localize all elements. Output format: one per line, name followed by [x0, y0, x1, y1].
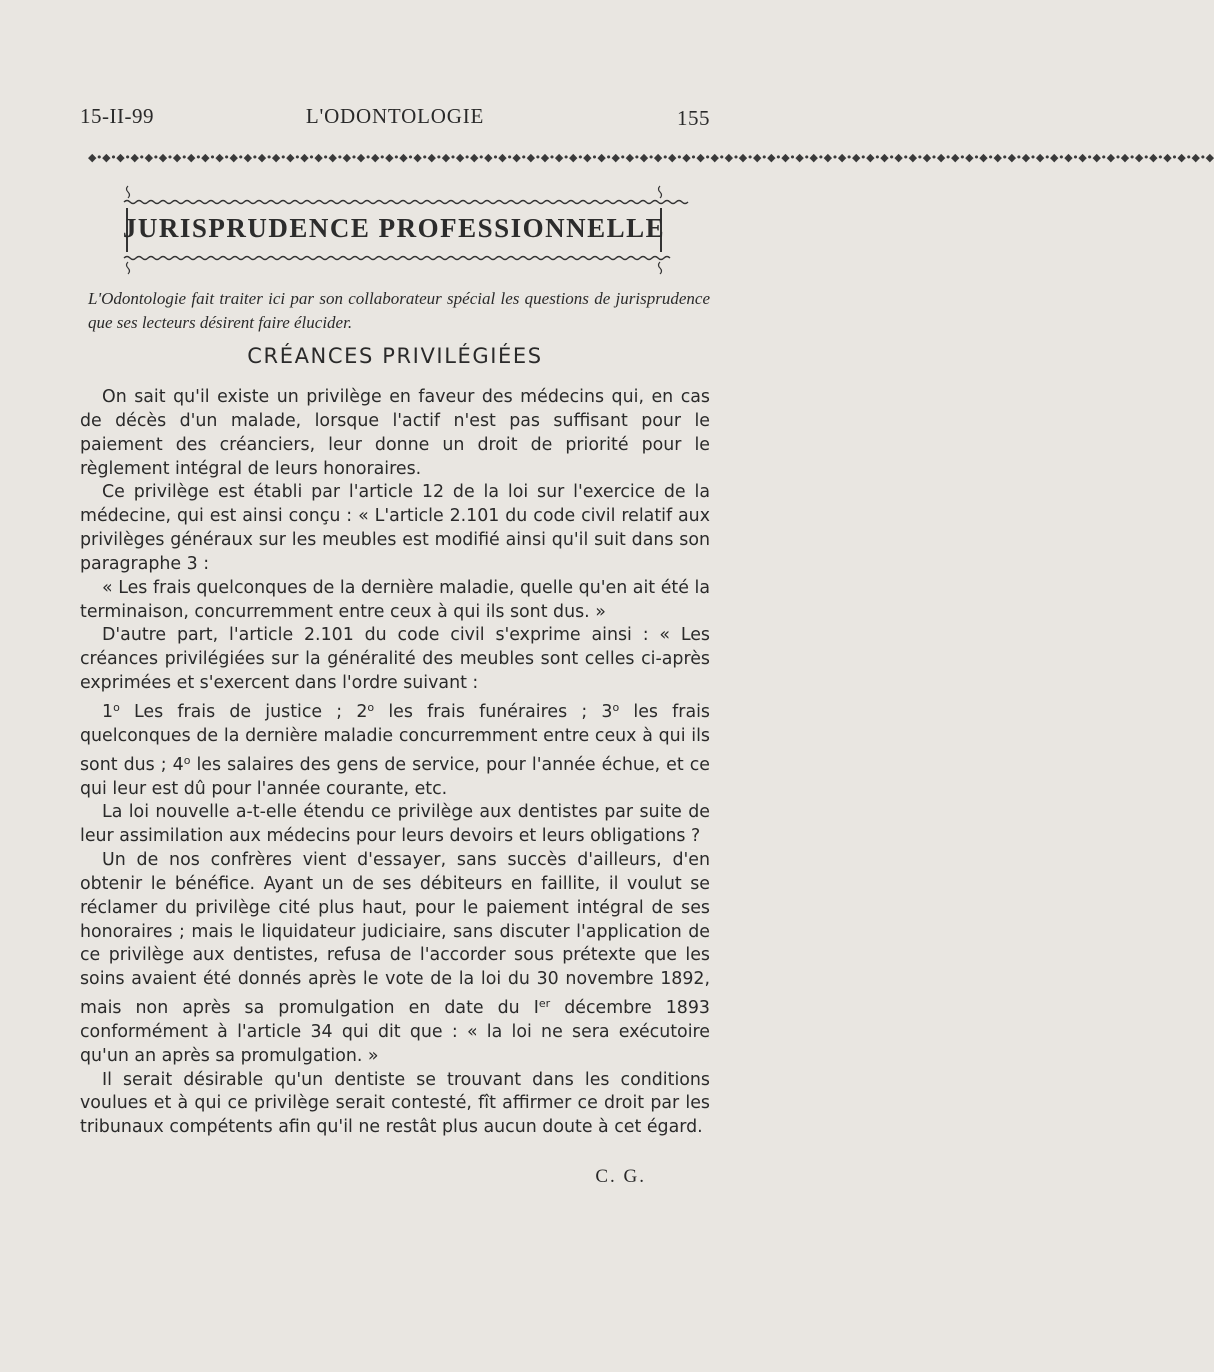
section-title: CRÉANCES PRIVILÉGIÉES [247, 344, 543, 368]
running-header [80, 104, 710, 134]
banner-bottom-wavy-rule [124, 257, 670, 260]
paragraph-6: La loi nouvelle a-t-elle étendu ce privilège aux dentistes par suite de leur assimilation aux médecins pour leurs devoirs et leurs obligations ? [80, 802, 710, 847]
paragraph-5: 1$^o$ Les frais de justice ; 2$^o$ les frais funéraires ; 3$^o$ les frais quelconques de la dernière maladie concurremment entre ceux à qui ils sont dus ; 4$^o$ les salaires des gens de service, pour l'année échue, et ce qui leur est dû pour l'année courante, etc. [80, 700, 710, 799]
ornamental-border [88, 150, 1214, 166]
banner-title: JURISPRUDENCE PROFESSIONNELLE [122, 213, 666, 243]
ornament-glyphs: ◆•◆•◆•◆•◆•◆•◆•◆•◆•◆•◆•◆•◆•◆•◆•◆•◆•◆•◆•◆•◆•◆•◆•◆•◆•◆•◆•◆•◆•◆•◆•◆•◆•◆•◆•◆•◆•◆•◆•◆•◆•◆•◆•◆•◆•◆•◆•◆•◆•◆•◆•◆•◆•◆•◆•◆•◆•◆•◆•◆•◆•◆•◆•◆•◆•◆•◆•◆•◆•◆•◆•◆•◆•◆•◆•◆•◆•◆•◆•◆ [88, 151, 1214, 164]
banner-right-bottom-flourish [659, 262, 662, 274]
banner-left-top-flourish [127, 186, 130, 198]
banner-right-top-flourish [659, 186, 662, 198]
issue-date: 15-II-99 [80, 104, 154, 128]
banner-top-wavy-rule [124, 201, 688, 204]
article-body [80, 386, 710, 1140]
paragraph-2: Ce privilège est établi par l'article 12 de la loi sur l'exercice de la médecine, qui est ainsi conçu : « L'article 2.101 du code civil relatif aux privilèges généraux sur les meubles est modifié ainsi qu'il suit dans son paragraphe 3 : [80, 482, 710, 574]
paragraph-1: On sait qu'il existe un privilège en faveur des médecins qui, en cas de décès d'un malade, lorsque l'actif n'est pas suffisant pour le paiement des créanciers, leur donne un droit de priorité pour le règlement intégral de leurs honoraires. [80, 387, 710, 479]
paragraph-4: D'autre part, l'article 2.101 du code civil s'exprime ainsi : « Les créances privilégiées sur la généralité des meubles sont celles ci-après exprimées et s'exercent dans l'ordre suivant : [80, 625, 710, 694]
paragraph-8: Il serait désirable qu'un dentiste se trouvant dans les conditions voulues et à qui ce privilège serait contesté, fît affirmer ce droit par les tribunaux compétents afin qu'il ne restât plus aucun doute à cet égard. [80, 1069, 710, 1138]
author-signature: C. G. [595, 1166, 646, 1187]
banner-left-bottom-flourish [127, 262, 130, 274]
page-number: 155 [677, 106, 710, 130]
paragraph-3: « Les frais quelconques de la dernière maladie, quelle qu'en ait été la terminaison, concurremment entre ceux à qui ils sont dus. » [80, 577, 710, 622]
intro-note: L'Odontologie fait traiter ici par son collaborateur spécial les questions de jurisprudence que ses lecteurs désirent faire élucider. [88, 289, 710, 332]
section-banner [118, 184, 670, 276]
paragraph-7: Un de nos confrères vient d'essayer, sans succès d'ailleurs, d'en obtenir le bénéfice. Ayant un de ses débiteurs en faillite, il voulut se réclamer du privilège cité plus haut, pour le paiement intégral de ses honoraires ; mais le liquidateur judiciaire, sans discuter l'application de ce privilège aux dentistes, refusa de l'accorder sous prétexte que les soins avaient été donnés après le vote de la loi du 30 novembre 1892, mais non après sa promulgation en date du Ier décembre 1893 conformément à l'article 34 qui dit que : « la loi ne sera exécutoire qu'un an après sa promulgation. » [80, 850, 710, 1066]
journal-title: L'ODONTOLOGIE [305, 104, 485, 128]
